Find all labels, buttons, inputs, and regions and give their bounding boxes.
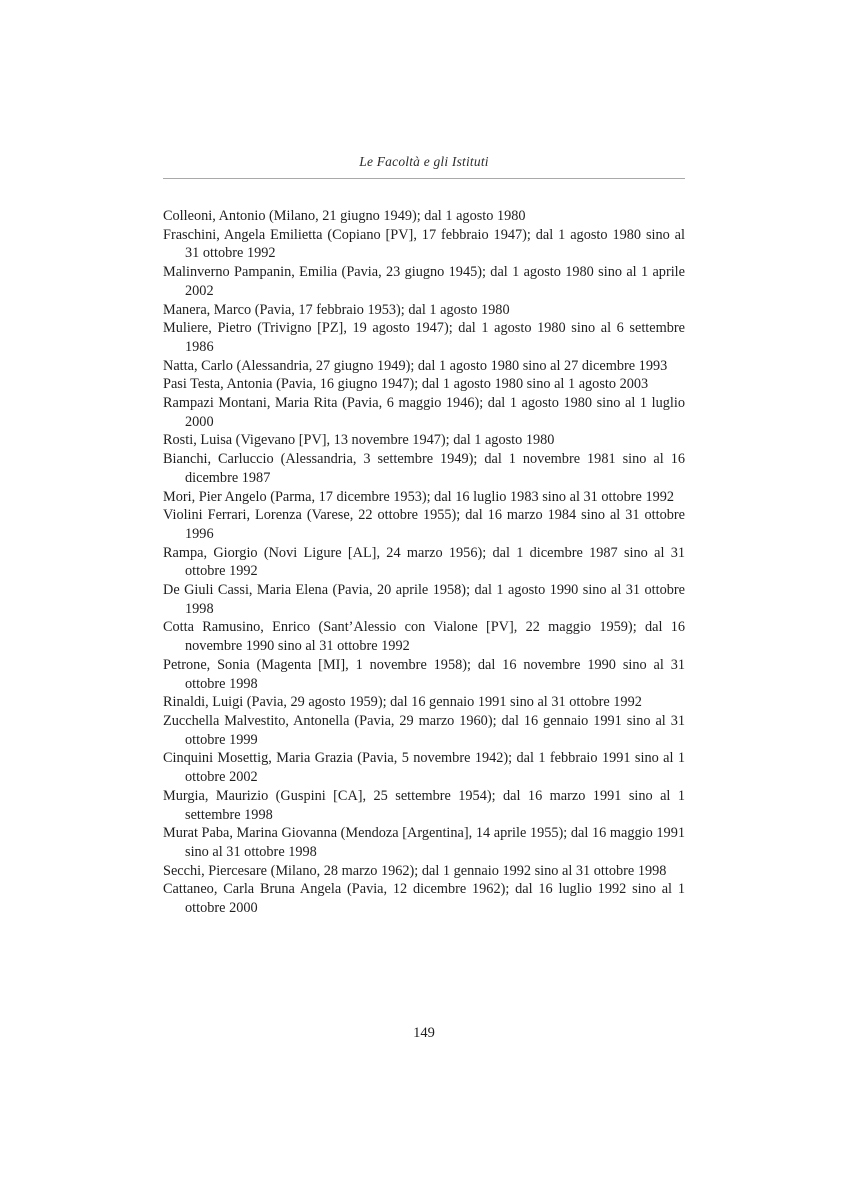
catalog-entry: Bianchi, Carluccio (Alessandria, 3 settembre 1949); dal 1 novembre 1981 sino al 16 dicembre 1987 [163,451,685,486]
catalog-entry: Colleoni, Antonio (Milano, 21 giugno 1949); dal 1 agosto 1980 [163,208,526,224]
catalog-entry: De Giuli Cassi, Maria Elena (Pavia, 20 aprile 1958); dal 1 agosto 1990 sino al 31 ottobre 1998 [163,582,685,617]
catalog-entry: Murat Paba, Marina Giovanna (Mendoza [Argentina], 14 aprile 1955); dal 16 maggio 1991 sino al 31 ottobre 1998 [163,825,685,860]
catalog-entry: Secchi, Piercesare (Milano, 28 marzo 1962); dal 1 gennaio 1992 sino al 31 ottobre 1998 [163,862,667,879]
catalog-entry: Cattaneo, Carla Bruna Angela (Pavia, 12 dicembre 1962); dal 16 luglio 1992 sino al 1 ottobre 2000 [163,881,685,917]
catalog-entry: Rampa, Giorgio (Novi Ligure [AL], 24 marzo 1956); dal 1 dicembre 1987 sino al 31 ottobre 1992 [163,544,685,580]
catalog-entry: Murgia, Maurizio (Guspini [CA], 25 settembre 1954); dal 16 marzo 1991 sino al 1 settembre 1998 [163,787,685,823]
catalog-entry: Fraschini, Angela Emilietta (Copiano [PV], 17 febbraio 1947); dal 1 agosto 1980 sino al 31 ottobre 1992 [163,226,685,262]
running-header [163,153,685,187]
entries-list [163,207,685,918]
catalog-entry: Muliere, Pietro (Trivigno [PZ], 19 agosto 1947); dal 1 agosto 1980 sino al 6 settembre 1986 [163,320,685,355]
catalog-entry: Mori, Pier Angelo (Parma, 17 dicembre 1953); dal 16 luglio 1983 sino al 31 ottobre 1992 [163,488,675,505]
catalog-entry: Pasi Testa, Antonia (Pavia, 16 giugno 1947); dal 1 agosto 1980 sino al 1 agosto 2003 [163,376,649,393]
catalog-entry: Violini Ferrari, Lorenza (Varese, 22 ottobre 1955); dal 16 marzo 1984 sino al 31 ottobre 1996 [163,507,685,542]
catalog-entry: Zucchella Malvestito, Antonella (Pavia, 29 marzo 1960); dal 16 gennaio 1991 sino al 31 ottobre 1999 [163,712,685,748]
catalog-entry: Natta, Carlo (Alessandria, 27 giugno 1949); dal 1 agosto 1980 sino al 27 dicembre 1993 [163,357,668,374]
header-title: Le Facoltà e gli Istituti [359,154,489,169]
catalog-entry: Petrone, Sonia (Magenta [MI], 1 novembre 1958); dal 16 novembre 1990 sino al 31 ottobre 1998 [163,656,685,692]
catalog-entry: Rampazi Montani, Maria Rita (Pavia, 6 maggio 1946); dal 1 agosto 1980 sino al 1 luglio 2000 [163,395,685,430]
page-number: 149 [413,1025,435,1041]
header-rule [163,178,685,179]
catalog-entry: Cotta Ramusino, Enrico (Sant’Alessio con Vialone [PV], 22 maggio 1959); dal 16 novembre 1990 sino al 31 ottobre 1992 [163,619,685,655]
catalog-entry: Manera, Marco (Pavia, 17 febbraio 1953); dal 1 agosto 1980 [163,301,510,318]
catalog-entry: Rinaldi, Luigi (Pavia, 29 agosto 1959); dal 16 gennaio 1991 sino al 31 ottobre 1992 [163,694,642,711]
catalog-entry: Malinverno Pampanin, Emilia (Pavia, 23 giugno 1945); dal 1 agosto 1980 sino al 1 aprile 2002 [163,264,685,299]
catalog-entry: Rosti, Luisa (Vigevano [PV], 13 novembre 1947); dal 1 agosto 1980 [163,432,555,449]
catalog-entry: Cinquini Mosettig, Maria Grazia (Pavia, 5 novembre 1942); dal 1 febbraio 1991 sino al 1 ottobre 2002 [163,750,685,786]
